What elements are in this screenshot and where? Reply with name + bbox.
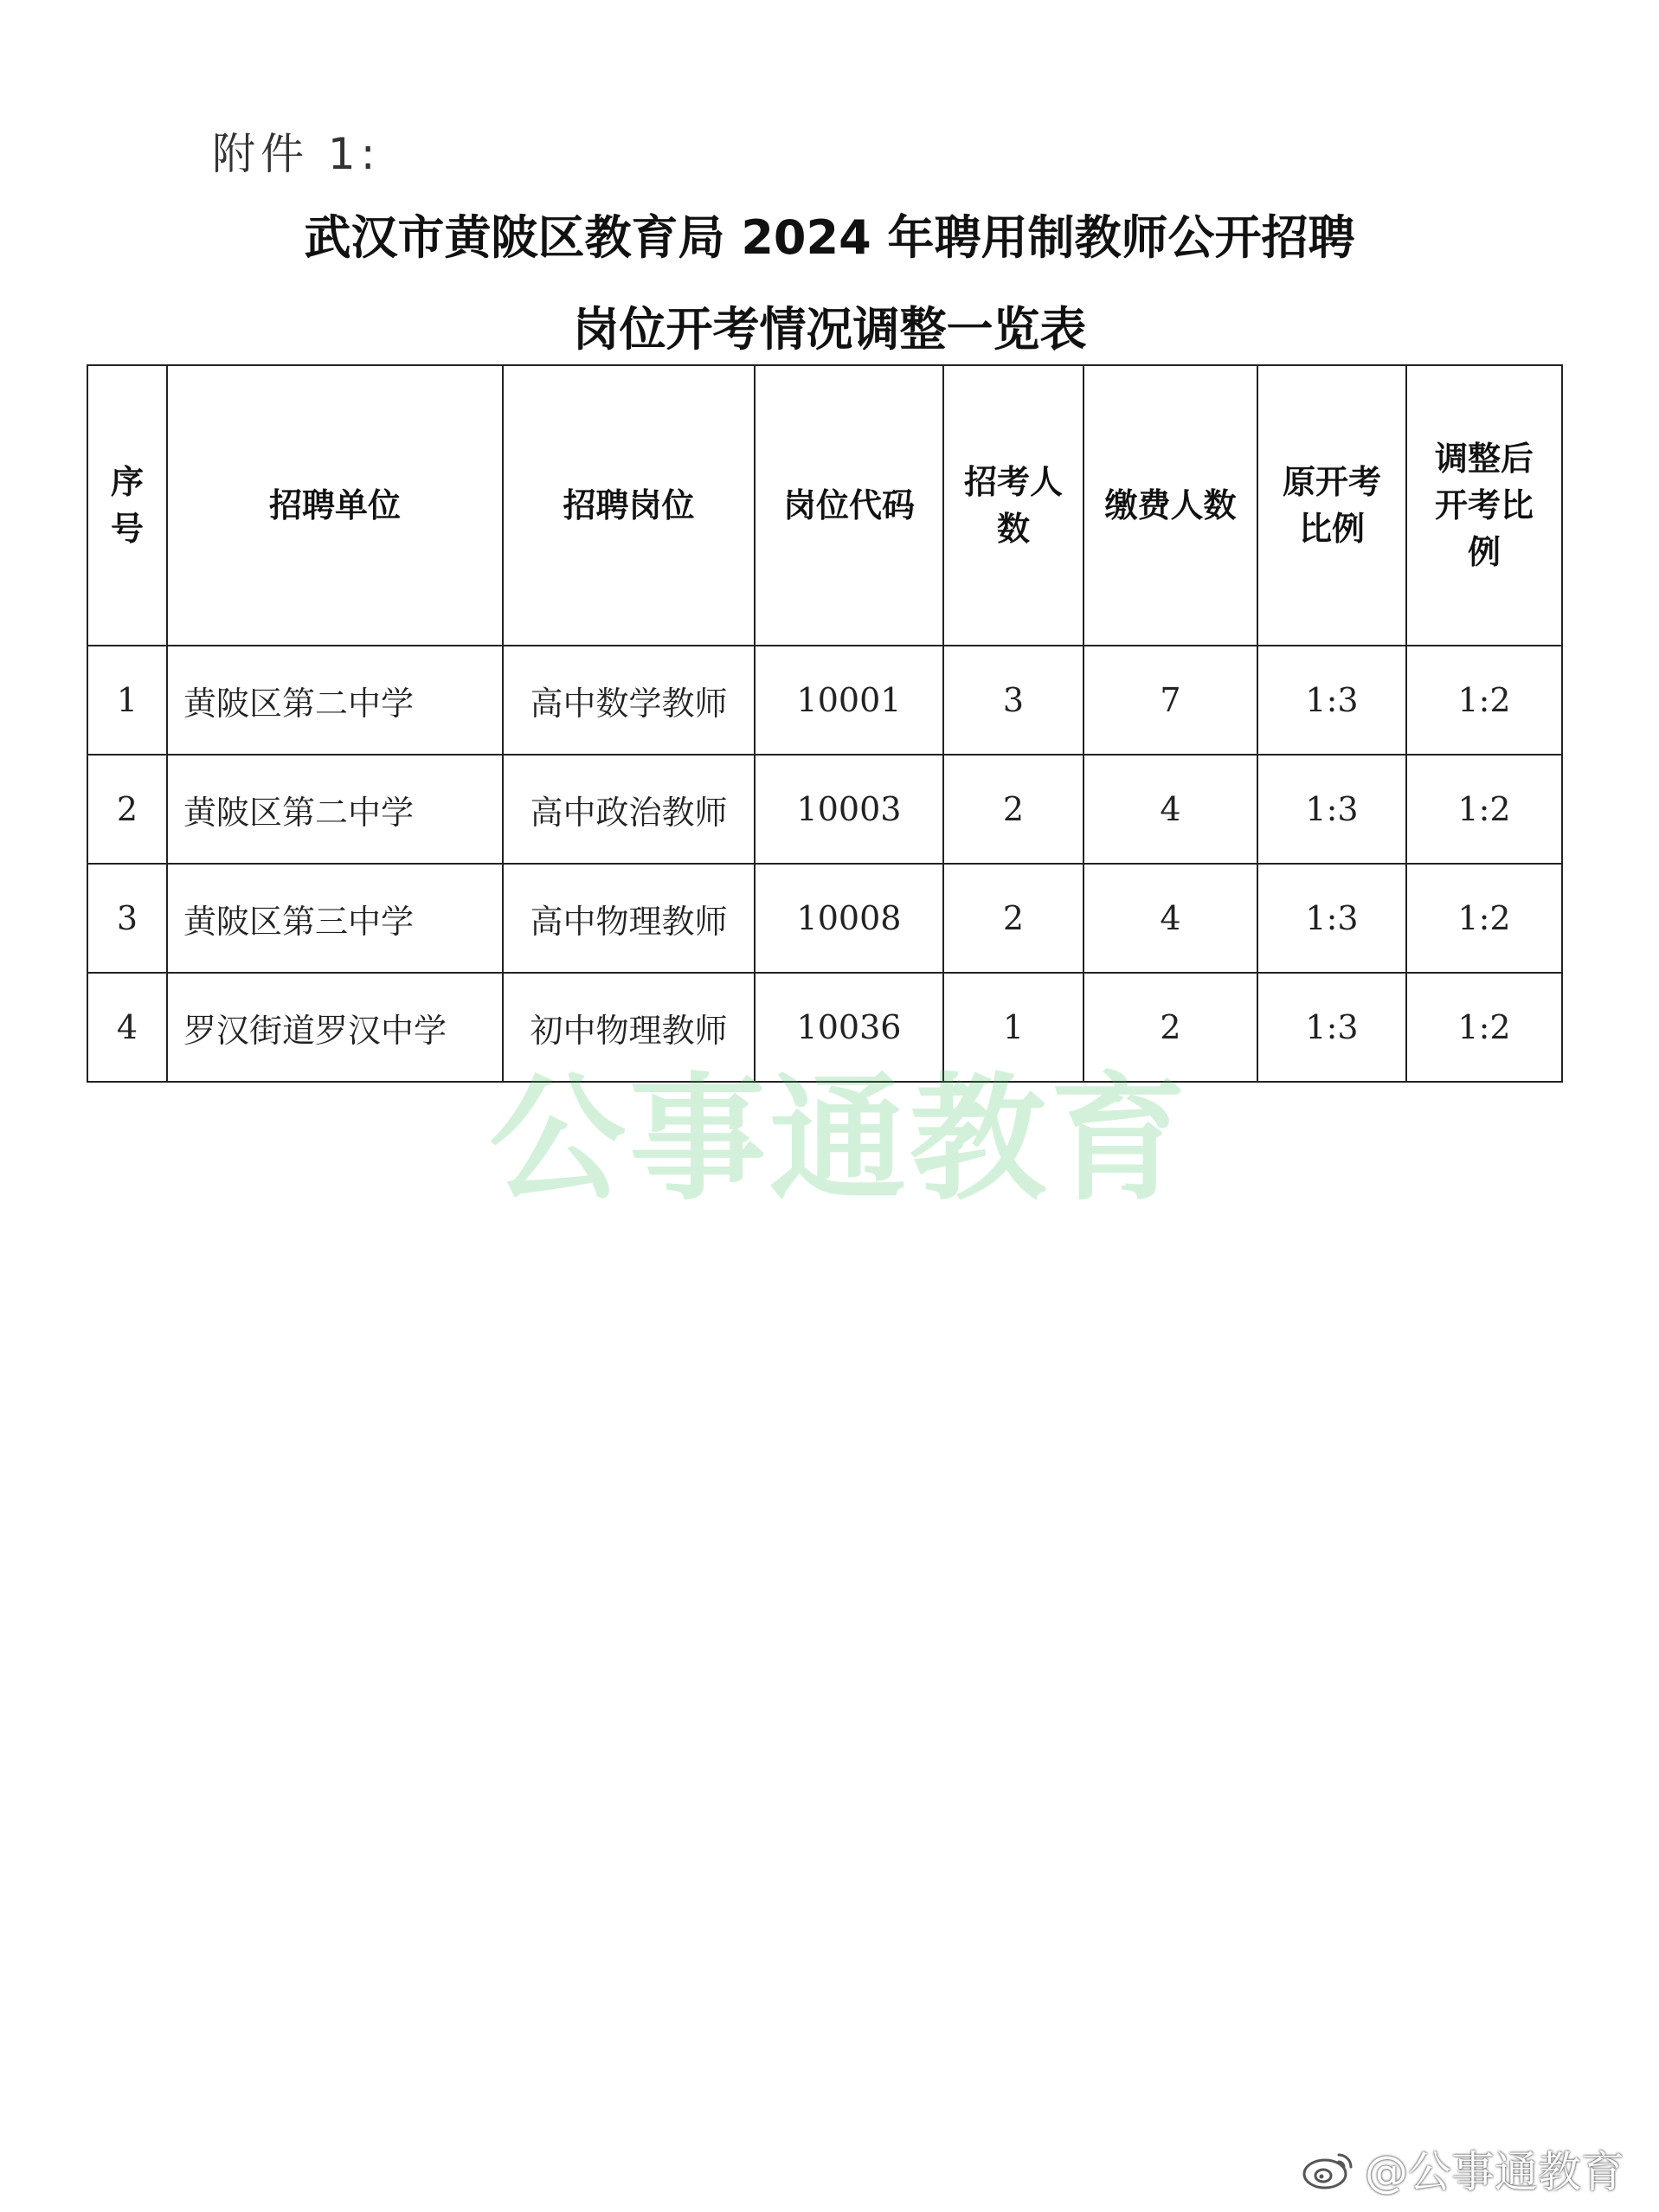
cell-position: 初中物理教师: [503, 973, 755, 1082]
cell-orig-ratio: 1:3: [1257, 864, 1406, 973]
cell-quota: 2: [943, 755, 1083, 864]
cell-position: 高中政治教师: [503, 755, 755, 864]
document-title-line1: 武汉市黄陂区教育局 2024 年聘用制教师公开招聘: [304, 210, 1355, 265]
weibo-logo-icon: [1301, 2146, 1356, 2191]
cell-unit: 黄陂区第二中学: [167, 755, 503, 864]
cell-adj-ratio: 1:2: [1406, 864, 1562, 973]
cell-paid: 4: [1083, 755, 1257, 864]
table-header-row: [87, 365, 1562, 646]
cell-code: 10008: [755, 864, 943, 973]
cell-unit: 罗汉街道罗汉中学: [167, 973, 503, 1082]
watermark: 公事通教育: [489, 1060, 1190, 1219]
cell-paid: 4: [1083, 864, 1257, 973]
cell-code: 10036: [755, 973, 943, 1082]
cell-position: 高中物理教师: [503, 864, 755, 973]
cell-seq: 4: [87, 973, 167, 1082]
header-unit: 招聘单位: [167, 365, 503, 646]
positions-table: [87, 364, 1563, 1083]
header-orig-ratio: 原开考 比例: [1257, 365, 1406, 646]
header-position: 招聘岗位: [503, 365, 755, 646]
header-seq: 序 号: [87, 365, 167, 646]
cell-orig-ratio: 1:3: [1257, 646, 1406, 755]
cell-orig-ratio: 1:3: [1257, 973, 1406, 1082]
cell-orig-ratio: 1:3: [1257, 755, 1406, 864]
weibo-attribution: [1301, 2138, 1624, 2200]
cell-quota: 1: [943, 973, 1083, 1082]
cell-code: 10001: [755, 646, 943, 755]
table-row: [87, 755, 1562, 864]
cell-quota: 3: [943, 646, 1083, 755]
cell-position: 高中数学教师: [503, 646, 755, 755]
cell-adj-ratio: 1:2: [1406, 755, 1562, 864]
cell-adj-ratio: 1:2: [1406, 646, 1562, 755]
header-adj-ratio: 调整后 开考比 例: [1406, 365, 1562, 646]
cell-unit: 黄陂区第三中学: [167, 864, 503, 973]
cell-adj-ratio: 1:2: [1406, 973, 1562, 1082]
document-title-line2: 岗位开考情况调整一览表: [572, 302, 1087, 357]
cell-quota: 2: [943, 864, 1083, 973]
cell-seq: 1: [87, 646, 167, 755]
cell-code: 10003: [755, 755, 943, 864]
header-paid: 缴费人数: [1083, 365, 1257, 646]
cell-paid: 2: [1083, 973, 1257, 1082]
cell-seq: 2: [87, 755, 167, 864]
attachment-label: 附件 1:: [212, 129, 381, 179]
cell-unit: 黄陂区第二中学: [167, 646, 503, 755]
header-quota: 招考人 数: [943, 365, 1083, 646]
table-row: [87, 864, 1562, 973]
cell-seq: 3: [87, 864, 167, 973]
header-code: 岗位代码: [755, 365, 943, 646]
cell-paid: 7: [1083, 646, 1257, 755]
weibo-handle: @公事通教育: [1365, 2147, 1624, 2197]
table-row: [87, 646, 1562, 755]
